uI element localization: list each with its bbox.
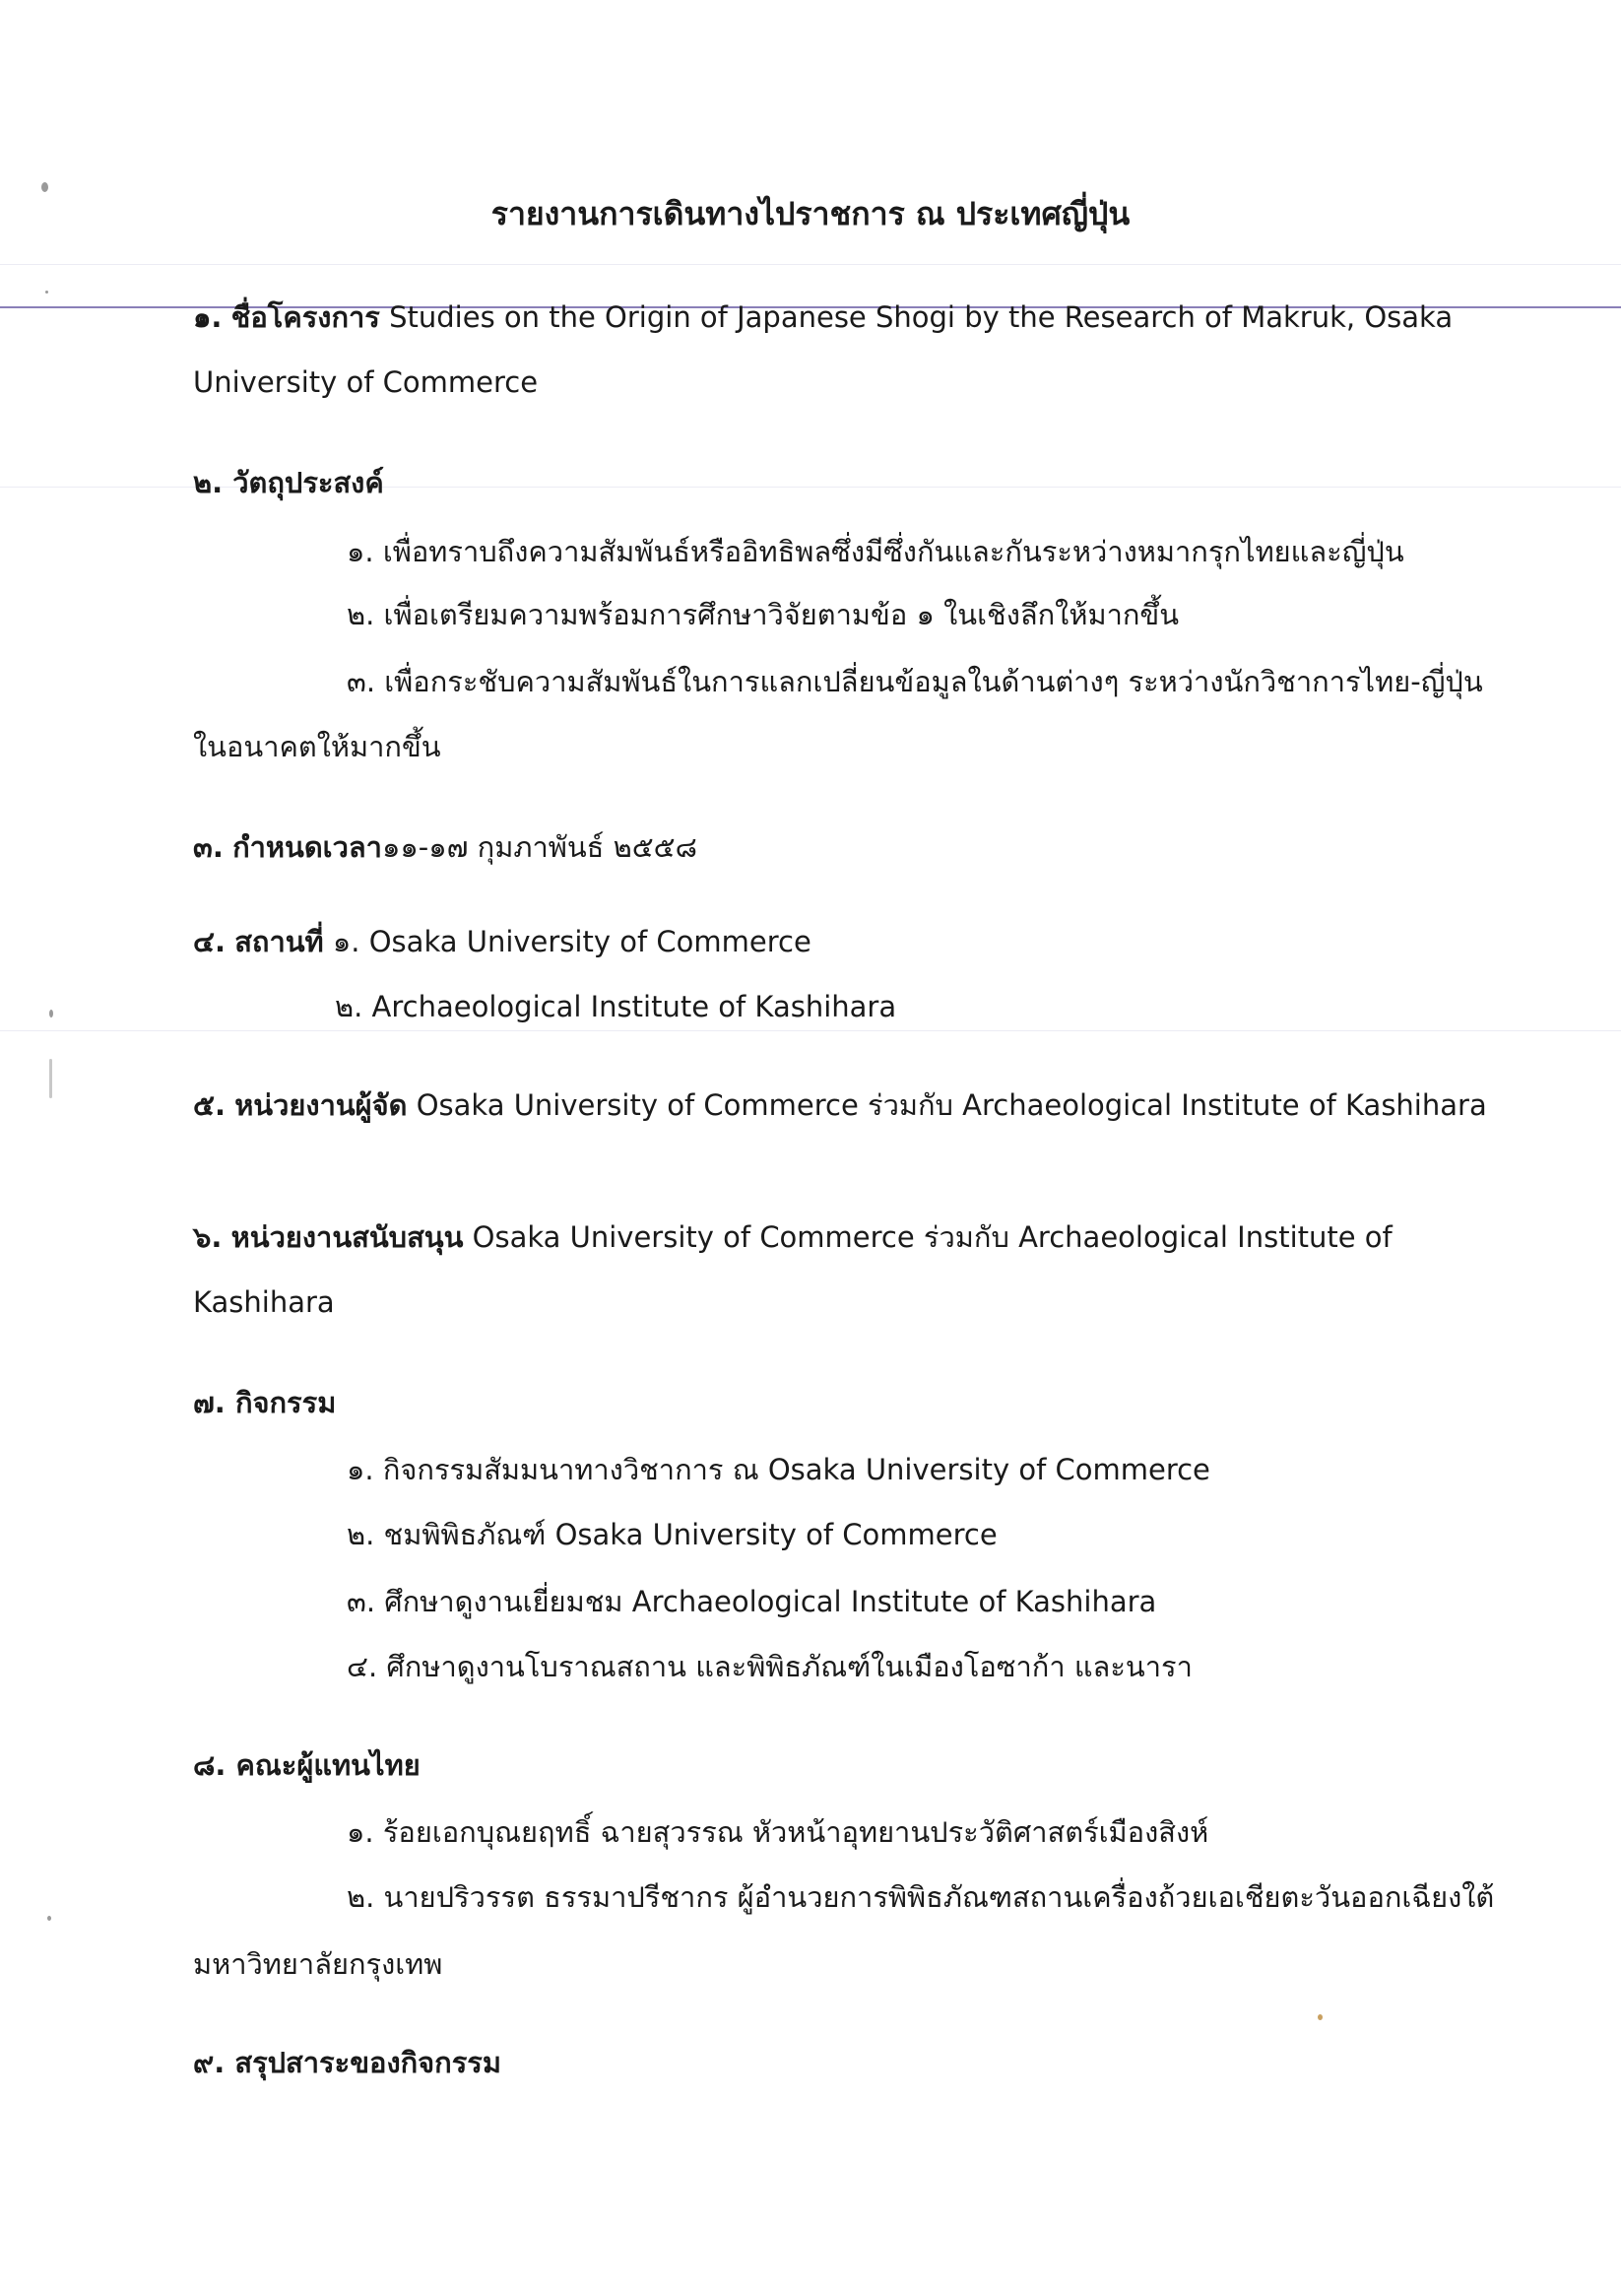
section-heading: กิจกรรม: [234, 1386, 337, 1419]
section-heading: สถานที่: [234, 925, 324, 958]
section-heading: หน่วยงานผู้จัด: [234, 1088, 408, 1122]
section-7-heading: [193, 1383, 336, 1422]
schedule-dates: ๑๑-๑๗ กุมภาพันธ์ ๒๕๕๘: [381, 830, 697, 864]
delegate-item-continued: มหาวิทยาลัยกรุงเทพ: [193, 1947, 443, 1981]
section-number: ๓.: [193, 830, 224, 864]
organizer-text: Osaka University of Commerce ร่วมกับ Archaeological Institute of Kashihara: [416, 1088, 1487, 1122]
section-8-heading: [193, 1745, 421, 1785]
activity-item: ๓. ศึกษาดูงานเยี่ยมชม Archaeological Institute of Kashihara: [347, 1585, 1157, 1618]
section-number: ๙.: [193, 2046, 226, 2079]
section-number: ๒.: [193, 466, 224, 499]
scan-speck: [49, 1010, 53, 1017]
page-title: รายงานการเดินทางไปราชการ ณ ประเทศญี่ปุ่น: [490, 195, 1131, 232]
section-heading: หน่วยงานสนับสนุน: [230, 1220, 464, 1254]
project-name: Studies on the Origin of Japanese Shogi by the Research of Makruk, Osaka: [389, 300, 1454, 334]
section-number: ๘.: [193, 1748, 227, 1782]
objective-item-continued: ในอนาคตให้มากขึ้น: [193, 730, 441, 763]
section-1: [193, 297, 1453, 337]
section-2-heading: [193, 463, 384, 502]
section-4: [193, 922, 811, 961]
scan-artifact-line: [0, 1030, 1621, 1031]
scan-speck: [45, 291, 48, 294]
section-3: [193, 827, 697, 867]
objective-item: ๒. เพื่อเตรียมความพร้อมการศึกษาวิจัยตามข้อ ๑ ในเชิงลึกให้มากขึ้น: [347, 598, 1180, 631]
project-name-continued: University of Commerce: [193, 365, 539, 399]
section-heading: คณะผู้แทนไทย: [235, 1748, 421, 1782]
objective-item: ๑. เพื่อทราบถึงความสัมพันธ์หรืออิทธิพลซึ่งมีซึ่งกันและกันระหว่างหมากรุกไทยและญี่ปุ่น: [347, 535, 1404, 568]
scan-speck: [49, 1059, 52, 1098]
section-9-heading: [193, 2043, 501, 2082]
section-heading: สรุปสาระของกิจกรรม: [234, 2046, 501, 2079]
activity-item: ๑. กิจกรรมสัมมนาทางวิชาการ ณ Osaka University of Commerce: [347, 1453, 1210, 1486]
section-number: ๖.: [193, 1220, 223, 1254]
section-heading: ชื่อโครงการ: [230, 300, 380, 334]
delegate-item: ๑. ร้อยเอกบุณยฤทธิ์ ฉายสุวรรณ หัวหน้าอุทยานประวัติศาสตร์เมืองสิงห์: [347, 1815, 1209, 1849]
section-heading: วัตถุประสงค์: [232, 466, 384, 499]
section-number: ๗.: [193, 1386, 226, 1419]
supporter-text: Osaka University of Commerce ร่วมกับ Archaeological Institute of: [472, 1220, 1393, 1254]
activity-item: ๔. ศึกษาดูงานโบราณสถาน และพิพิธภัณฑ์ในเมืองโอซาก้า และนารา: [347, 1650, 1193, 1683]
venue-item: ๒. Archaeological Institute of Kashihara: [335, 990, 897, 1023]
supporter-text-continued: Kashihara: [193, 1285, 335, 1319]
venue-item: ๑. Osaka University of Commerce: [332, 925, 811, 958]
delegate-item: ๒. นายปริวรรต ธรรมาปรีชากร ผู้อำนวยการพิพิธภัณฑสถานเครื่องถ้วยเอเชียตะวันออกเฉียงใต้: [347, 1880, 1495, 1914]
section-number: ๑.: [193, 300, 223, 334]
section-5: [193, 1085, 1487, 1125]
section-heading: กำหนดเวลา: [232, 830, 382, 864]
scan-speck: [1318, 2014, 1323, 2020]
section-number: ๔.: [193, 925, 226, 958]
activity-item: ๒. ชมพิพิธภัณฑ์ Osaka University of Commerce: [347, 1518, 998, 1551]
section-number: ๕.: [193, 1088, 226, 1122]
objective-item: ๓. เพื่อกระชับความสัมพันธ์ในการแลกเปลี่ยนข้อมูลในด้านต่างๆ ระหว่างนักวิชาการไทย-ญี่ปุ่น: [347, 665, 1483, 698]
scan-speck: [47, 1916, 51, 1921]
section-6: [193, 1217, 1393, 1257]
scan-artifact-line: [0, 264, 1621, 265]
